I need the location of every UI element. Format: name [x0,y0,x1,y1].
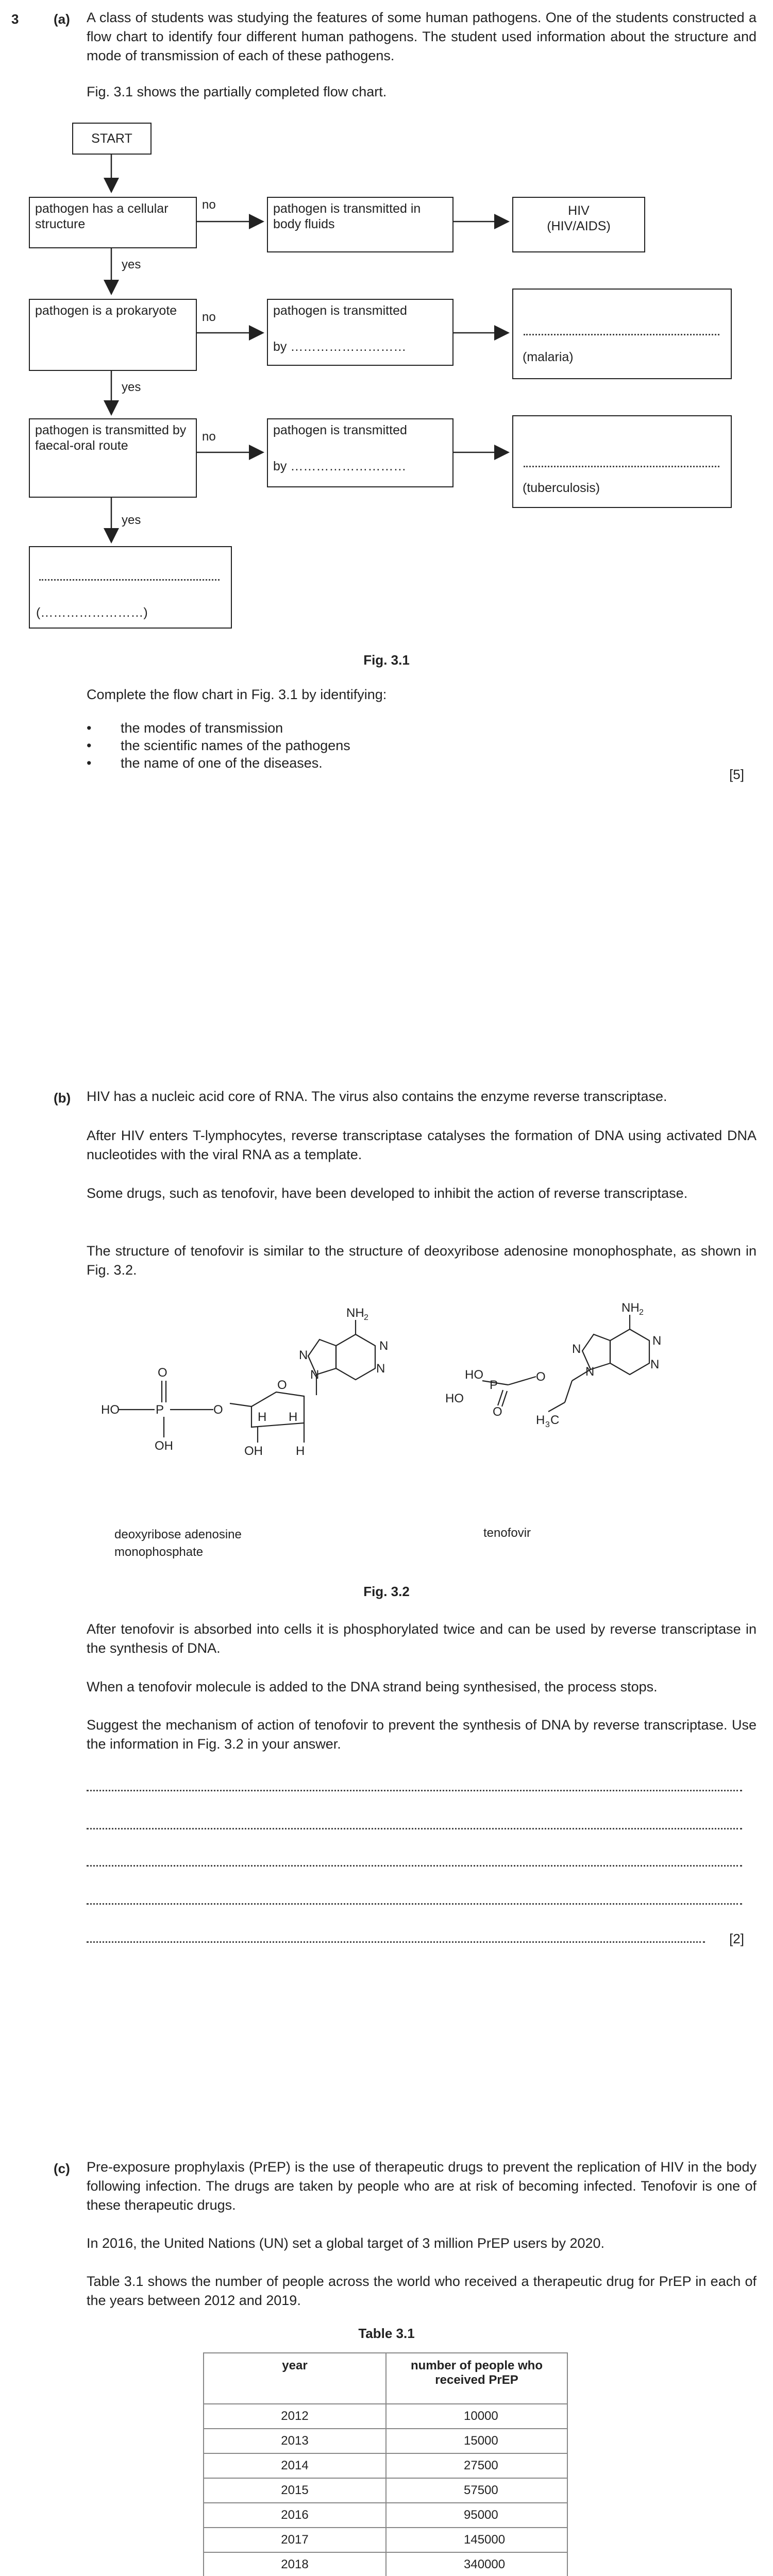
table-row [204,2552,567,2576]
svg-text:2: 2 [639,1308,644,1317]
table-cell-people: 27500 [386,2453,567,2478]
yes-label-2: yes [122,380,141,394]
part-b-p2: After HIV enters T-lymphocytes, reverse transcriptase catalyses the formation of DNA using activated DNA nucleotides with the viral RNA as a template. [87,1128,757,1162]
question-box-faecal-oral: pathogen is transmitted by faecal-oral route [29,418,197,498]
transmission-box-2 [267,299,453,366]
svg-text:3: 3 [545,1420,550,1429]
table-cell-people: 95000 [386,2503,567,2528]
answer-line[interactable] [87,1828,742,1829]
svg-text:O: O [213,1403,223,1417]
table-cell-people: 340000 [386,2552,567,2576]
part-a-instruction: Complete the flow chart in Fig. 3.1 by identifying: [87,687,387,702]
part-b-p5: After tenofovir is absorbed into cells it is phosphorylated twice and can be used by reverse transcriptase in the synthesis of DNA. [87,1621,757,1656]
table-row [204,2429,567,2453]
table-header-people: number of people who received PrEP [386,2353,567,2404]
svg-text:O: O [158,1366,167,1380]
tuberculosis-label: (tuberculosis) [523,481,600,495]
molecule-2-label: tenofovir [483,1526,531,1540]
bullet-item: • the scientific names of the pathogens [121,737,350,754]
table-cell-people: 10000 [386,2404,567,2429]
part-c-p2: In 2016, the United Nations (UN) set a global target of 3 million PrEP users by 2020. [87,2235,605,2251]
malaria-label: (malaria) [523,350,574,364]
svg-text:HO: HO [465,1368,483,1382]
part-b-p4: The structure of tenofovir is similar to the structure of deoxyribose adenosine monophosphate, as shown in Fig. 3.2. [87,1243,757,1278]
svg-text:N: N [585,1365,595,1379]
fig-3-1-caption: Fig. 3.1 [363,652,410,668]
svg-text:NH: NH [346,1306,364,1320]
table-cell-people: 15000 [386,2429,567,2453]
prep-table [203,2352,568,2576]
table-cell-people: 57500 [386,2478,567,2503]
answer-line[interactable] [87,1903,742,1905]
yes-label-3: yes [122,513,141,527]
table-row [204,2528,567,2552]
svg-text:N: N [572,1342,581,1356]
part-c-label: (c) [54,2161,70,2176]
transmission-box-2-answer[interactable]: by ……………………… [273,340,407,354]
question-box-cellular: pathogen has a cellular structure [29,197,197,248]
part-a-label: (a) [54,11,70,27]
molecule-1-label [114,1526,242,1561]
part-a-intro: A class of students was studying the features of some human pathogens. One of the students constructed a flow chart to identify four different human pathogens. The student used information about the structure and mode of transmission of each of these pathogens. [87,10,757,63]
result-box-hiv [512,197,645,252]
part-a-fig-intro: Fig. 3.1 shows the partially completed flow chart. [87,84,387,99]
question-number: 3 [11,11,19,27]
svg-text:N: N [310,1368,320,1382]
no-label-3: no [202,430,216,444]
tenofovir-atoms [445,1301,661,1429]
table-cell-year: 2012 [204,2404,386,2429]
result-box-tuberculosis [512,415,732,508]
table-header-year: year [204,2353,386,2404]
deoxyribose-adenosine-monophosphate-structure [119,1320,375,1443]
molecule-1-label-line1: deoxyribose adenosine [114,1528,242,1541]
table-cell-people: 145000 [386,2528,567,2552]
answer-line[interactable] [87,1941,705,1943]
svg-text:H: H [258,1410,267,1424]
svg-text:N: N [299,1348,308,1362]
fig-3-2-caption: Fig. 3.2 [363,1584,410,1599]
pathogen-4-answer-line[interactable] [39,579,220,581]
svg-text:H: H [289,1410,298,1424]
result-box-hiv-disease: (HIV/AIDS) [547,219,611,233]
svg-text:N: N [376,1362,385,1376]
table-cell-year: 2017 [204,2528,386,2552]
deoxyribose-adenosine-monophosphate-atoms [101,1306,388,1458]
result-box-4 [29,546,232,629]
table-cell-year: 2015 [204,2478,386,2503]
part-b-p1: HIV has a nucleic acid core of RNA. The virus also contains the enzyme reverse transcriptase. [87,1089,667,1104]
table-row [204,2478,567,2503]
table-row [204,2503,567,2528]
svg-text:C: C [550,1413,560,1427]
transmission-box-3-line1: pathogen is transmitted [273,423,407,437]
svg-text:HO: HO [101,1403,120,1417]
svg-text:N: N [379,1339,389,1353]
part-b-marks: [2] [729,1931,744,1946]
transmission-box-3 [267,418,453,487]
tenofovir-structure [482,1315,649,1412]
part-b-p7: Suggest the mechanism of action of tenofovir to prevent the synthesis of DNA by reverse transcriptase. Use the information in Fig. 3.2 in your answer. [87,1717,757,1752]
malaria-answer-line[interactable] [524,334,719,335]
svg-text:HO: HO [445,1392,464,1405]
svg-text:OH: OH [155,1439,173,1453]
svg-text:O: O [493,1405,502,1419]
svg-text:N: N [652,1334,662,1348]
svg-text:O: O [536,1370,546,1384]
table-cell-year: 2018 [204,2552,386,2576]
molecule-1-label-line2: monophosphate [114,1545,204,1559]
transmission-box-3-answer[interactable]: by ……………………… [273,459,407,473]
table-row [204,2453,567,2478]
svg-text:H: H [296,1444,305,1458]
part-c-p1: Pre-exposure prophylaxis (PrEP) is the use of therapeutic drugs to prevent the replication of HIV in the body following infection. The drugs are taken by people who are at risk of becoming infected. Tenofovir is one of these therapeutic drugs. [87,2159,757,2213]
part-b-p6: When a tenofovir molecule is added to the DNA strand being synthesised, the process stops. [87,1679,658,1694]
svg-text:P: P [490,1378,498,1392]
table-3-1-caption: Table 3.1 [358,2326,415,2341]
part-b-label: (b) [54,1090,71,1106]
part-b-p3: Some drugs, such as tenofovir, have been developed to inhibit the action of reverse transcriptase. [87,1185,688,1201]
answer-line[interactable] [87,1790,742,1791]
result-box-malaria [512,289,732,379]
start-box: START [72,123,152,155]
svg-text:H: H [536,1413,545,1427]
no-label-2: no [202,310,216,324]
part-c-p3: Table 3.1 shows the number of people across the world who received a therapeutic drug for PrEP in each of the years between 2012 and 2019. [87,2274,757,2308]
svg-text:O: O [277,1378,287,1392]
svg-text:OH: OH [244,1444,263,1458]
table-row [204,2404,567,2429]
transmission-box-2-line1: pathogen is transmitted [273,303,407,318]
table-cell-year: 2016 [204,2503,386,2528]
table-cell-year: 2013 [204,2429,386,2453]
table-cell-year: 2014 [204,2453,386,2478]
answer-line[interactable] [87,1865,742,1867]
svg-text:N: N [650,1358,660,1371]
disease-4-answer[interactable]: (……………………) [36,605,148,620]
question-box-prokaryote: pathogen is a prokaryote [29,299,197,371]
result-box-hiv-name: HIV [568,204,590,218]
structural-formulae [0,1288,773,1525]
bullet-item: • the name of one of the diseases. [121,754,350,772]
part-a-bullets [121,719,350,772]
svg-text:P: P [156,1403,164,1417]
transmission-box-body-fluids: pathogen is transmitted in body fluids [267,197,453,252]
yes-label-1: yes [122,258,141,272]
svg-text:NH: NH [621,1301,640,1315]
bullet-item: • the modes of transmission [121,719,350,737]
part-a-marks: [5] [729,767,744,782]
no-label-1: no [202,198,216,212]
tuberculosis-answer-line[interactable] [524,466,719,467]
svg-text:2: 2 [364,1313,368,1322]
